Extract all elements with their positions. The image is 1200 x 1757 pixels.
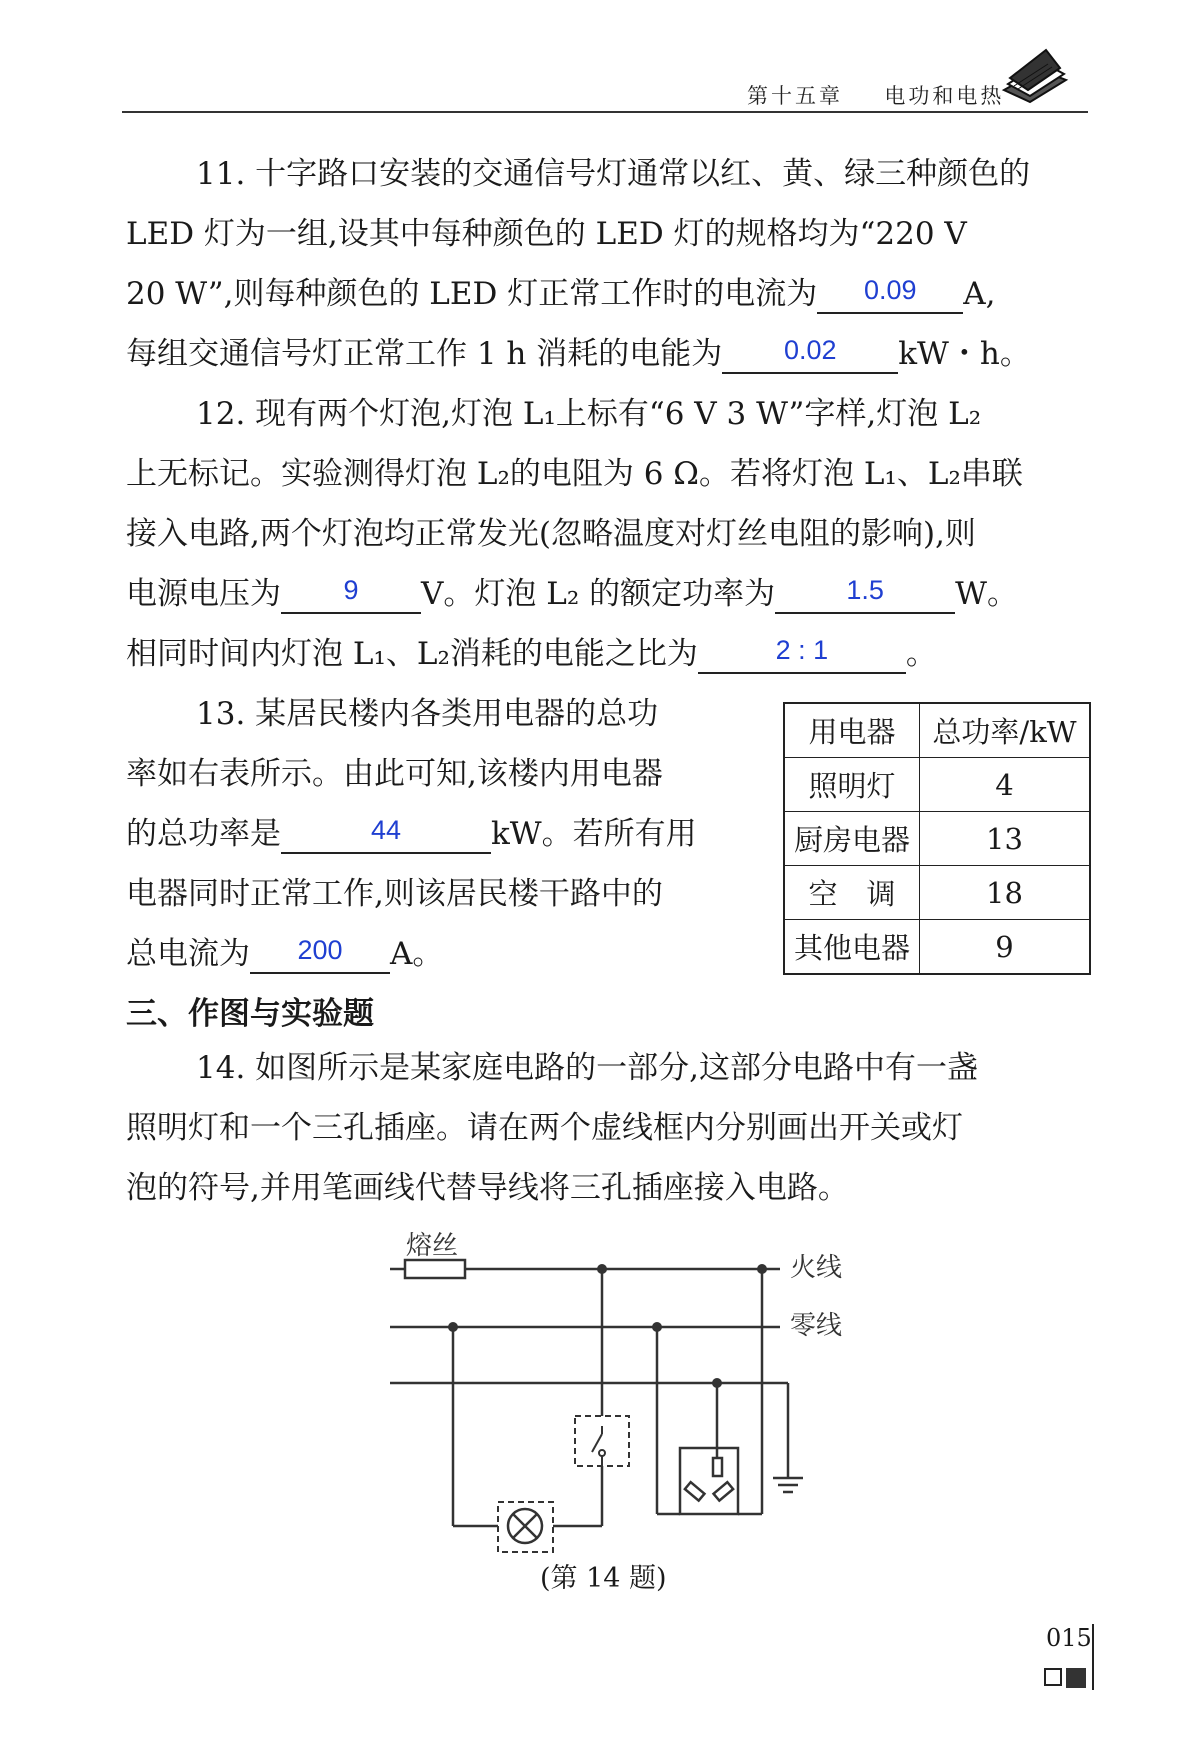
section-heading: 三、作图与实验题 bbox=[126, 996, 374, 1032]
q12-line4 bbox=[126, 574, 1018, 614]
q11-blank-energy bbox=[722, 336, 898, 374]
figure-caption: (第 14 题) bbox=[540, 1563, 667, 1594]
q13-line2: 率如右表所示。由此可知,该楼内用电器 bbox=[126, 756, 663, 792]
q11-line4-unit: kW・h。 bbox=[898, 336, 1031, 372]
table-cell-power: 18 bbox=[920, 866, 1091, 920]
q12-blank-voltage bbox=[281, 576, 421, 614]
q12-line5-end: 。 bbox=[905, 636, 937, 672]
neutral-wire-label: 零线 bbox=[790, 1311, 843, 1341]
q13-line5-text: 总电流为 bbox=[126, 936, 250, 972]
q12-line3: 接入电路,两个灯泡均正常发光(忽略温度对灯丝电阻的影响),则 bbox=[126, 516, 976, 552]
q13-answer-power: 44 bbox=[370, 815, 402, 845]
q11-line3-unit: A, bbox=[963, 276, 996, 312]
fuse-label: 熔丝 bbox=[406, 1231, 459, 1261]
q13-line1: 13. 某居民楼内各类用电器的总功 bbox=[196, 696, 659, 732]
q13-line3-unit: kW。若所有用 bbox=[491, 816, 697, 852]
q13-line4: 电器同时正常工作,则该居民楼干路中的 bbox=[126, 876, 663, 912]
q11-line1: 11. 十字路口安装的交通信号灯通常以红、黄、绿三种颜色的 bbox=[196, 156, 1031, 192]
fuse-icon bbox=[405, 1260, 465, 1278]
q12-answer-ratio: 2 : 1 bbox=[775, 635, 829, 665]
q11-line4 bbox=[126, 334, 1031, 374]
header-rule bbox=[122, 111, 1088, 113]
q11-answer-energy: 0.02 bbox=[783, 335, 837, 365]
page-marker-empty bbox=[1044, 1668, 1062, 1686]
table-cell-power: 4 bbox=[920, 758, 1091, 812]
lamp-icon bbox=[508, 1509, 542, 1543]
q12-line4-mid: V。灯泡 L₂ 的额定功率为 bbox=[421, 576, 776, 612]
q13-answer-current: 200 bbox=[297, 935, 343, 965]
q12-answer-power: 1.5 bbox=[846, 575, 884, 605]
q11-line3-text: 20 W”,则每种颜色的 LED 灯正常工作时的电流为 bbox=[126, 276, 818, 312]
q13-blank-current bbox=[250, 936, 390, 974]
three-hole-socket-icon bbox=[680, 1448, 738, 1514]
chapter-topic: 电功和电热 bbox=[884, 84, 1005, 108]
table-cell-appliance: 空 调 bbox=[784, 866, 920, 920]
q12-line4-unit: W。 bbox=[955, 576, 1018, 612]
page-number: 015 bbox=[1046, 1624, 1092, 1652]
page-number-bar bbox=[1092, 1624, 1094, 1690]
q12-blank-power bbox=[775, 576, 955, 614]
q13-blank-power bbox=[281, 816, 491, 854]
q13-line5-unit: A。 bbox=[390, 936, 444, 972]
circuit-diagram bbox=[370, 1220, 880, 1560]
table-row bbox=[784, 812, 1090, 866]
table-cell-power: 13 bbox=[920, 812, 1091, 866]
live-wire-label: 火线 bbox=[790, 1253, 843, 1283]
q11-line4-text: 每组交通信号灯正常工作 1 h 消耗的电能为 bbox=[126, 336, 723, 372]
q12-answer-voltage: 9 bbox=[343, 575, 359, 605]
table-cell-appliance: 厨房电器 bbox=[784, 812, 920, 866]
q11-blank-current bbox=[817, 276, 963, 314]
table-cell-appliance: 其他电器 bbox=[784, 920, 920, 975]
q12-line4-text: 电源电压为 bbox=[126, 576, 281, 612]
q12-line5 bbox=[126, 634, 937, 674]
q13-line3-text: 的总功率是 bbox=[126, 816, 281, 852]
book-icon bbox=[1000, 40, 1070, 108]
q13-line5 bbox=[126, 934, 443, 974]
table-row bbox=[784, 866, 1090, 920]
q12-line5-text: 相同时间内灯泡 L₁、L₂消耗的电能之比为 bbox=[126, 636, 698, 672]
switch-icon bbox=[592, 1426, 605, 1466]
q11-answer-current: 0.09 bbox=[863, 275, 917, 305]
page-marker-filled bbox=[1066, 1668, 1086, 1688]
q11-line3 bbox=[126, 274, 995, 314]
q14-line2: 照明灯和一个三孔插座。请在两个虚线框内分别画出开关或灯 bbox=[126, 1110, 963, 1146]
q14-line3: 泡的符号,并用笔画线代替导线将三孔插座接入电路。 bbox=[126, 1170, 849, 1206]
q11-line2: LED 灯为一组,设其中每种颜色的 LED 灯的规格均为“220 V bbox=[126, 216, 967, 252]
q14-line1: 14. 如图所示是某家庭电路的一部分,这部分电路中有一盏 bbox=[196, 1050, 979, 1086]
table-header-row bbox=[784, 703, 1090, 758]
power-table bbox=[783, 702, 1091, 975]
q13-line3 bbox=[126, 814, 697, 854]
chapter-label: 第十五章 bbox=[747, 84, 843, 108]
table-cell-power: 9 bbox=[920, 920, 1091, 975]
table-header-appliance: 用电器 bbox=[784, 703, 920, 758]
q12-blank-ratio bbox=[698, 636, 906, 674]
table-row bbox=[784, 920, 1090, 975]
q12-line2: 上无标记。实验测得灯泡 L₂的电阻为 6 Ω。若将灯泡 L₁、L₂串联 bbox=[126, 456, 1023, 492]
chapter-header bbox=[747, 80, 1004, 110]
table-header-power: 总功率/kW bbox=[920, 703, 1091, 758]
table-row bbox=[784, 758, 1090, 812]
q12-line1: 12. 现有两个灯泡,灯泡 L₁上标有“6 V 3 W”字样,灯泡 L₂ bbox=[196, 396, 982, 432]
table-cell-appliance: 照明灯 bbox=[784, 758, 920, 812]
